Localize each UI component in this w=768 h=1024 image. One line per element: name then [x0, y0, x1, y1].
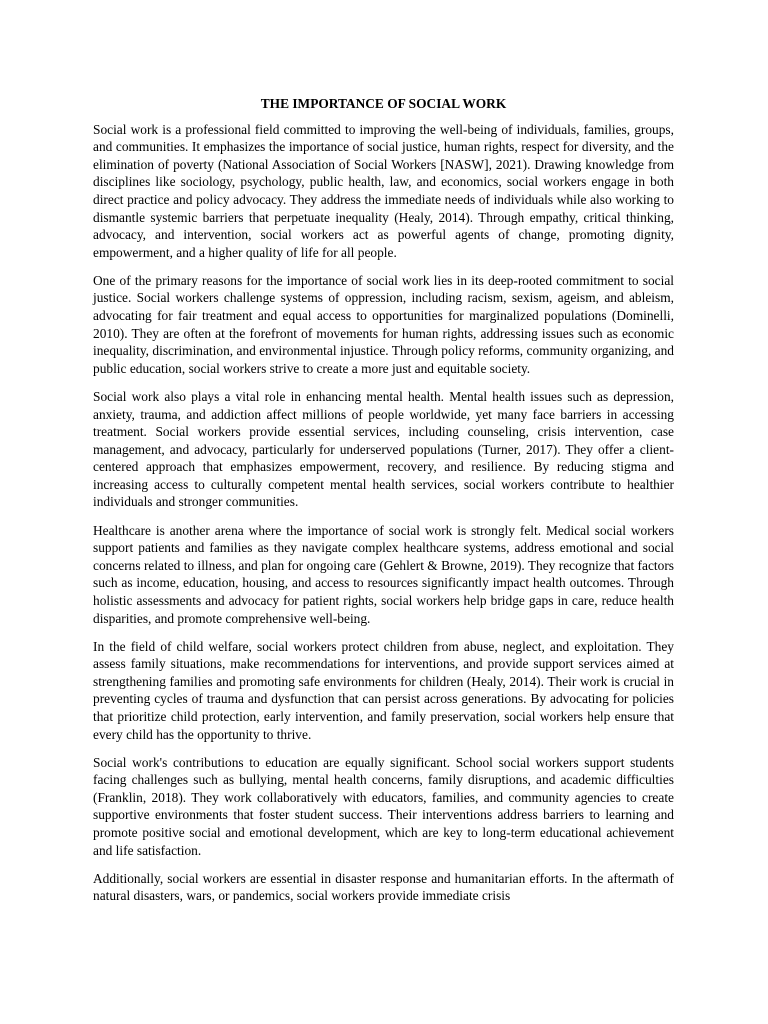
- paragraph-healthcare: Healthcare is another arena where the importance of social work is strongly felt. Medical social workers support patients and families as they navigate complex healthcare systems, address emotional and social concerns related to illness, and plan for ongoing care (Gehlert & Browne, 2019). They recognize that factors such as income, education, housing, and access to resources significantly impact health outcomes. Through holistic assessments and advocacy for patient rights, social workers help bridge gaps in care, reduce health disparities, and promote comprehensive well-being.: [93, 522, 674, 626]
- document-title: THE IMPORTANCE OF SOCIAL WORK: [260, 96, 507, 111]
- document-page: [93, 95, 674, 915]
- paragraph-mental-health: Social work also plays a vital role in enhancing mental health. Mental health issues such as depression, anxiety, trauma, and addiction affect millions of people worldwide, yet many face barriers in accessing treatment. Social workers provide essential services, including counseling, crisis intervention, case management, and advocacy, particularly for underserved populations (Turner, 2017). They offer a client-centered approach that emphasizes empowerment, recovery, and resilience. By reducing stigma and increasing access to culturally competent mental health services, social workers contribute to healthier individuals and stronger communities.: [93, 388, 674, 510]
- paragraph-education: Social work's contributions to education are equally significant. School social workers support students facing challenges such as bullying, mental health concerns, family disruptions, and academic difficulties (Franklin, 2018). They work collaboratively with educators, families, and community agencies to create supportive environments that foster student success. Their interventions address barriers to learning and promote positive social and emotional development, which are key to long-term educational achievement and life satisfaction.: [93, 754, 674, 858]
- paragraph-social-justice: One of the primary reasons for the importance of social work lies in its deep-rooted commitment to social justice. Social workers challenge systems of oppression, including racism, sexism, ageism, and ableism, advocating for fair treatment and equal access to opportunities for marginalized populations (Dominelli, 2010). They are often at the forefront of movements for human rights, addressing issues such as economic inequality, discrimination, and environmental injustice. Through policy reforms, community organizing, and public education, social workers strive to create a more just and equitable society.: [93, 272, 674, 376]
- paragraph-disaster-response: Additionally, social workers are essential in disaster response and humanitarian efforts. In the aftermath of natural disasters, wars, or pandemics, social workers provide immediate crisis: [93, 870, 674, 904]
- paragraph-child-welfare: In the field of child welfare, social workers protect children from abuse, neglect, and exploitation. They assess family situations, make recommendations for interventions, and provide support services aimed at strengthening families and promoting safe environments for children (Healy, 2014). Their work is crucial in preventing cycles of trauma and dysfunction that can persist across generations. By advocating for policies that prioritize child protection, early intervention, and family preservation, social workers help ensure that every child has the opportunity to thrive.: [93, 638, 674, 742]
- paragraph-introduction: Social work is a professional field committed to improving the well-being of individuals, families, groups, and communities. It emphasizes the importance of social justice, human rights, respect for diversity, and the elimination of poverty (National Association of Social Workers [NASW], 2021). Drawing knowledge from disciplines like sociology, psychology, public health, law, and economics, social workers engage in both direct practice and policy advocacy. They address the immediate needs of individuals while also working to dismantle systemic barriers that perpetuate inequality (Healy, 2014). Through empathy, critical thinking, advocacy, and intervention, social workers act as powerful agents of change, promoting dignity, empowerment, and a higher quality of life for all people.: [93, 121, 674, 260]
